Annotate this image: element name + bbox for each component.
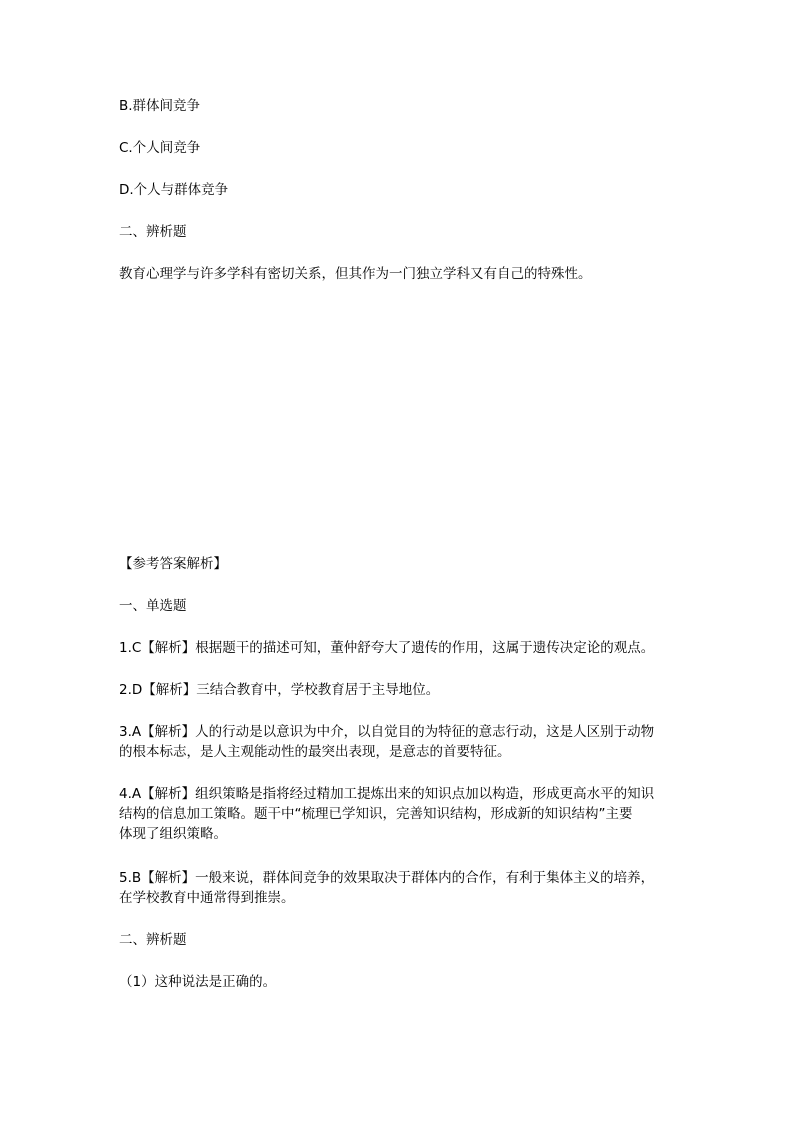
answer-4-line: 4.A【解析】组织策略是指将经过精加工提炼出来的知识点加以构造，形成更高水平的知识 [119, 786, 655, 802]
answer-4-line: 体现了组织策略。 [119, 826, 227, 842]
answer-5-line: 5.B【解析】一般来说，群体间竞争的效果取决于群体内的合作，有利于集体主义的培养， [119, 870, 655, 886]
answer-4-line: 结构的信息加工策略。题干中“梳理已学知识，完善知识结构，形成新的知识结构”主要 [119, 806, 633, 822]
answer-5-line: 在学校教育中通常得到推崇。 [119, 890, 295, 906]
option-b: B.群体间竞争 [119, 98, 201, 114]
answer-5 [119, 868, 671, 908]
option-c: C.个人间竞争 [119, 140, 201, 156]
discrimination-answer-1: （1）这种说法是正确的。 [119, 974, 277, 990]
answers-title: 【参考答案解析】 [119, 556, 227, 572]
section-heading-discrimination: 二、辨析题 [119, 224, 187, 240]
answer-1: 1.C【解析】根据题干的描述可知，董仲舒夸大了遗传的作用，这属于遗传决定论的观点。 [119, 640, 655, 656]
answers-discrimination-heading: 二、辨析题 [119, 932, 187, 948]
answer-2: 2.D【解析】三结合教育中，学校教育居于主导地位。 [119, 682, 440, 698]
answer-3-line: 3.A【解析】人的行动是以意识为中介，以自觉目的为特征的意志行动，这是人区别于动物 [119, 724, 655, 740]
answer-3-line: 的根本标志，是人主观能动性的最突出表现，是意志的首要特征。 [119, 744, 511, 760]
option-d: D.个人与群体竞争 [119, 182, 229, 198]
answers-single-choice-heading: 一、单选题 [119, 598, 187, 614]
answer-4 [119, 784, 671, 844]
answer-3 [119, 722, 671, 762]
discrimination-question: 教育心理学与许多学科有密切关系，但其作为一门独立学科又有自己的特殊性。 [119, 266, 592, 282]
